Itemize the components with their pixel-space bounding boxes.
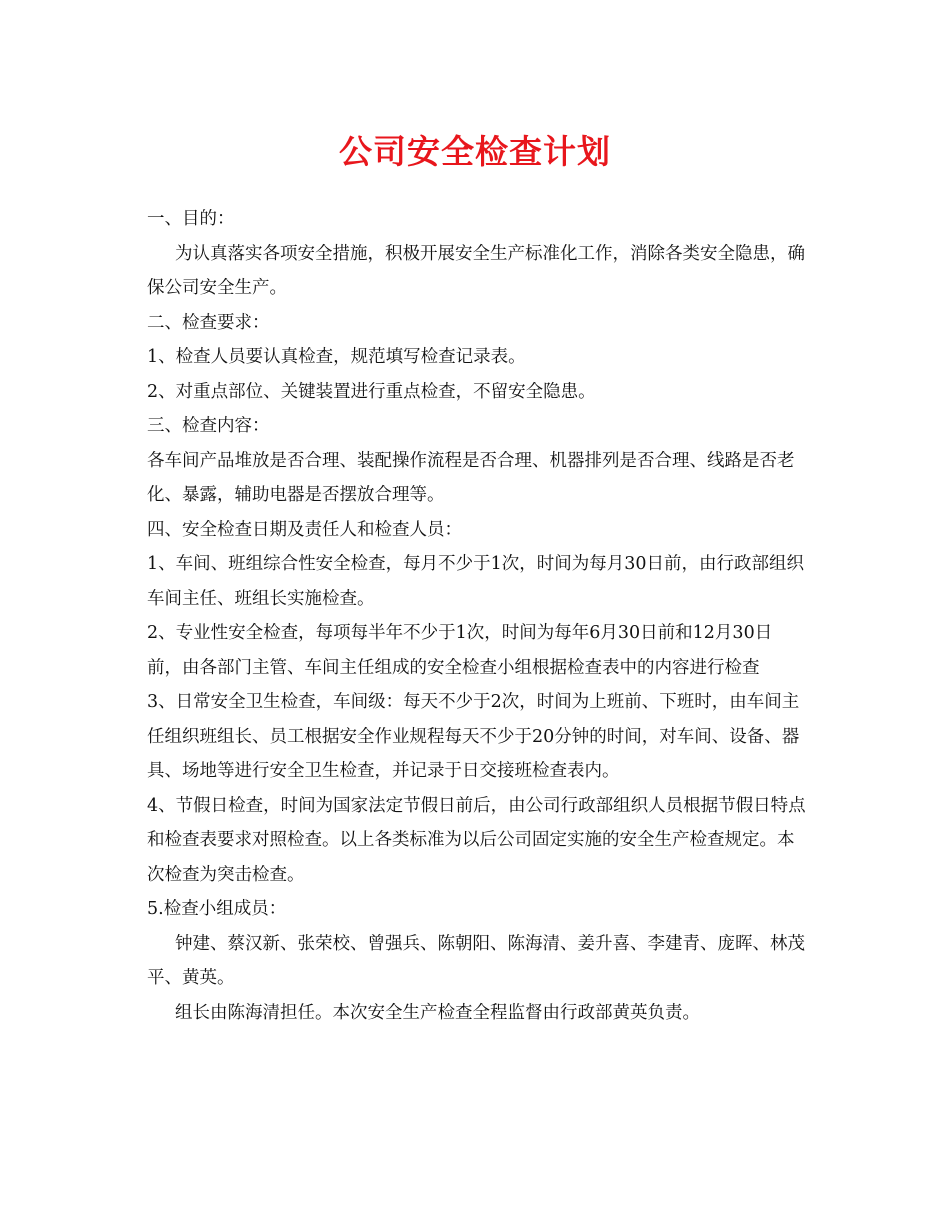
schedule-item-1: 1、车间、班组综合性安全检查，每月不少于1次，时间为每月30日前，由行政部组织车间主任、班组长实施检查。 — [147, 554, 805, 609]
section-heading-schedule: 四、安全检查日期及责任人和检查人员： — [147, 519, 462, 540]
leader-paragraph: 组长由陈海清担任。本次安全生产检查全程监督由行政部黄英负责。 — [175, 1002, 700, 1023]
section-heading-requirements: 二、检查要求： — [147, 312, 270, 333]
schedule-item-2: 2、专业性安全检查，每项每半年不少于1次，时间为每年6月30日前和12月30日前，由各部门主管、车间主任组成的安全检查小组根据检查表中的内容进行检查 — [147, 623, 773, 678]
section-heading-purpose: 一、目的： — [147, 209, 235, 229]
requirement-item-1: 1、检查人员要认真检查，规范填写检查记录表。 — [147, 347, 526, 367]
schedule-item-3: 3、日常安全卫生检查，车间级：每天不少于2次，时间为上班前、下班时，由车间主任组织班组长、员工根据安全作业规程每天不少于20分钟的时间，对车间、设备、器具、场地等进行安全卫生检查，并记录于日交接班检查表内。 — [147, 692, 800, 781]
requirement-item-2: 2、对重点部位、关键装置进行重点检查，不留安全隐患。 — [147, 381, 596, 402]
document-title: 公司安全检查计划 — [339, 132, 611, 171]
content-paragraph: 各车间产品堆放是否合理、装配操作流程是否合理、机器排列是否合理、线路是否老化、暴露，辅助电器是否摆放合理等。 — [147, 450, 795, 505]
section-heading-members: 5.检查小组成员： — [147, 899, 287, 919]
schedule-item-4: 4、节假日检查，时间为国家法定节假日前后，由公司行政部组织人员根据节假日特点和检查表要求对照检查。以上各类标准为以后公司固定实施的安全生产检查规定。本次检查为突击检查。 — [147, 795, 806, 885]
members-list: 钟建、蔡汉新、张荣校、曾强兵、陈朝阳、陈海清、姜升喜、李建青、庞晖、林茂平、黄英。 — [147, 933, 805, 988]
document-body — [147, 202, 807, 1030]
purpose-paragraph: 为认真落实各项安全措施，积极开展安全生产标准化工作，消除各类安全隐患，确保公司安全生产。 — [147, 243, 805, 298]
section-heading-content: 三、检查内容： — [147, 416, 270, 436]
